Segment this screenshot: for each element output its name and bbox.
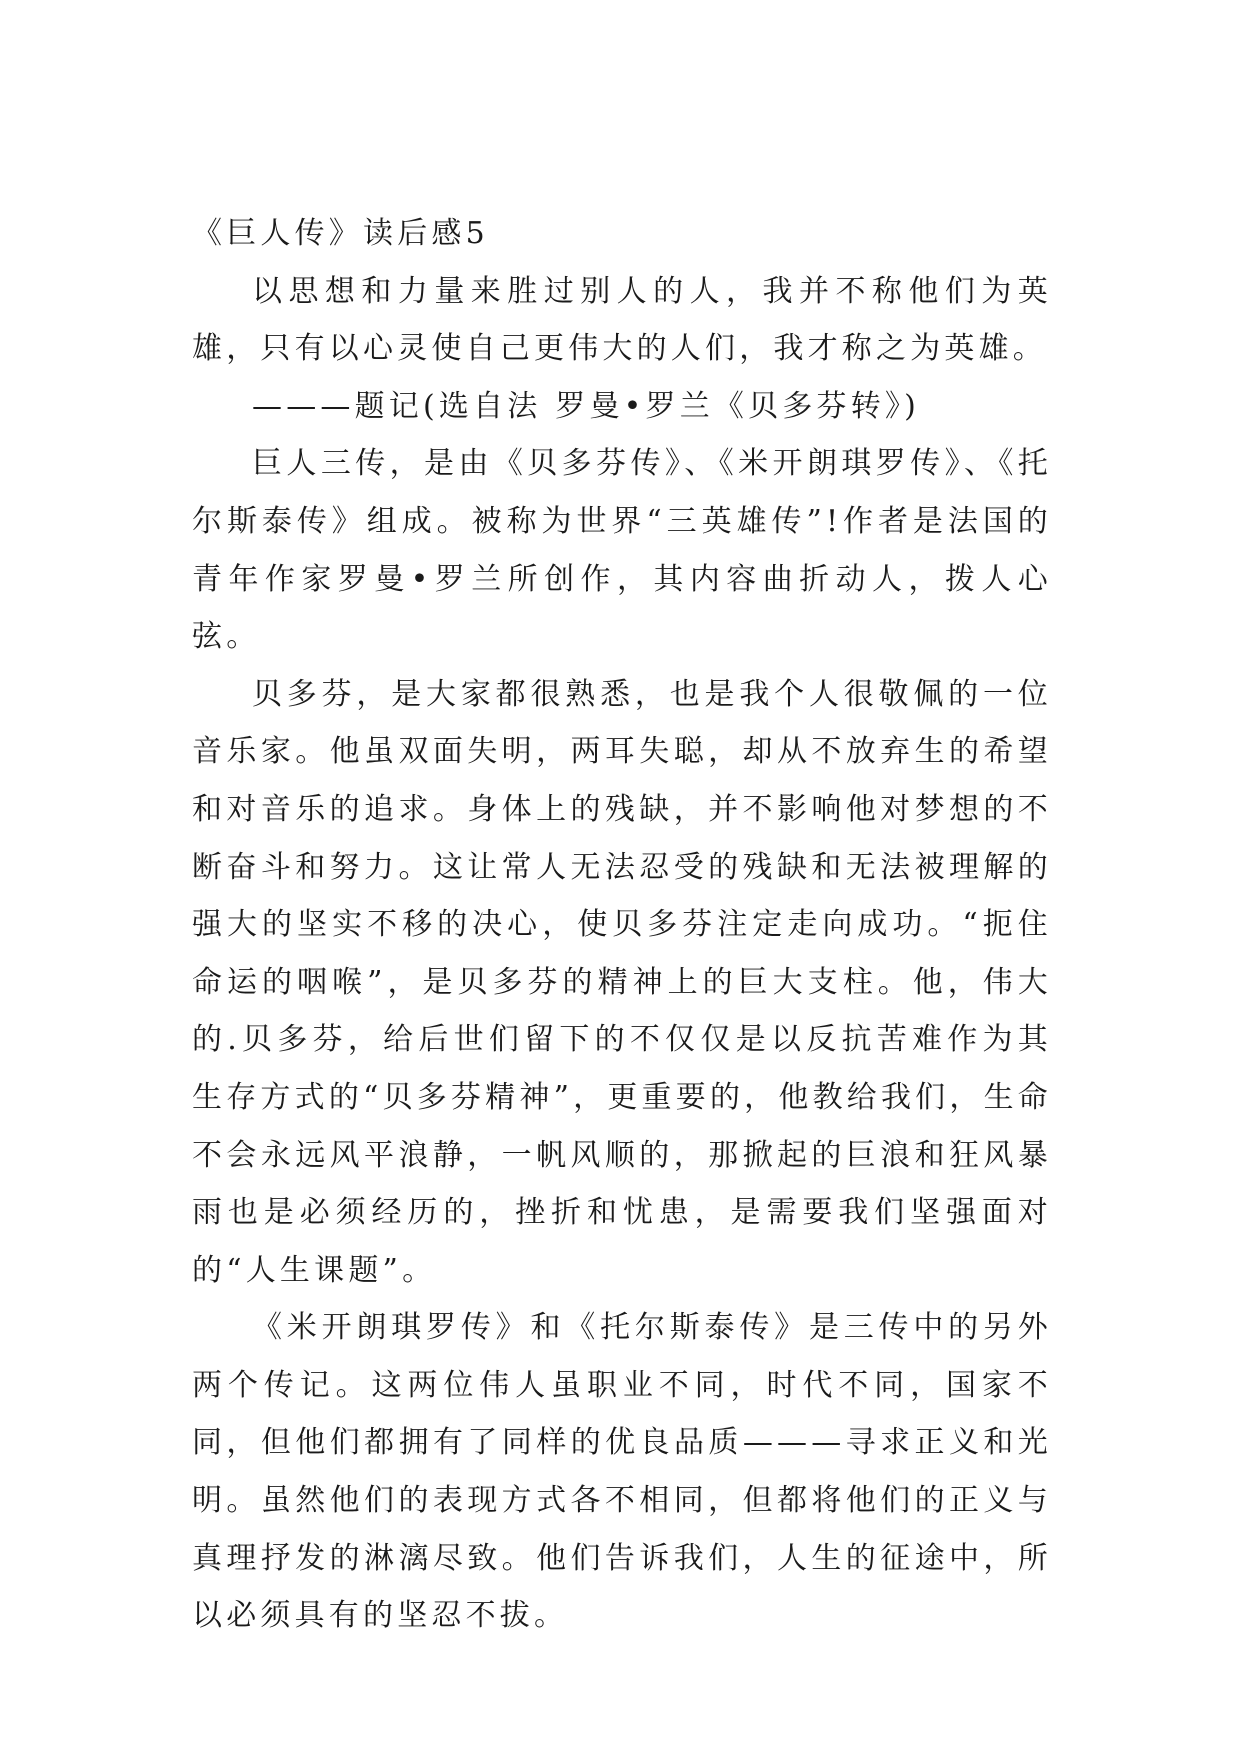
paragraph-other-biographies: 《米开朗琪罗传》和《托尔斯泰传》是三传中的另外两个传记。这两位伟人虽职业不同，时代不同，国家不同，但他们都拥有了同样的优良品质———寻求正义和光明。虽然他们的表现方式各不相同，但都将他们的正义与真理抒发的淋漓尽致。他们告诉我们，人生的征途中，所以必须具有的坚忍不拔。 <box>192 1310 1052 1634</box>
paragraph-epigraph-source: ———题记(选自法 罗曼•罗兰《贝多芬转》) <box>252 388 921 424</box>
document-title: 《巨人传》读后感5 <box>192 216 489 251</box>
paragraph-epigraph: 以思想和力量来胜过别人的人，我并不称他们为英雄，只有以心灵使自己更伟大的人们，我才称之为英雄。 <box>192 273 1052 367</box>
paragraph-intro: 巨人三传，是由《贝多芬传》、《米开朗琪罗传》、《托尔斯泰传》组成。被称为世界“三英雄传”!作者是法国的青年作家罗曼•罗兰所创作，其内容曲折动人，拨人心弦。 <box>192 446 1052 655</box>
paragraph-beethoven: 贝多芬，是大家都很熟悉，也是我个人很敬佩的一位音乐家。他虽双面失明，两耳失聪，却从不放弃生的希望和对音乐的追求。身体上的残缺，并不影响他对梦想的不断奋斗和努力。这让常人无法忍受的残缺和无法被理解的强大的坚实不移的决心，使贝多芬注定走向成功。“扼住命运的咽喉”，是贝多芬的精神上的巨大支柱。他，伟大的.贝多芬，给后世们留下的不仅仅是以反抗苦难作为其生存方式的“贝多芬精神”，更重要的，他教给我们，生命不会永远风平浪静，一帆风顺的，那掀起的巨浪和狂风暴雨也是必须经历的，挫折和忧患，是需要我们坚强面对的“人生课题”。 <box>192 676 1052 1288</box>
document-body <box>192 205 1052 1645</box>
